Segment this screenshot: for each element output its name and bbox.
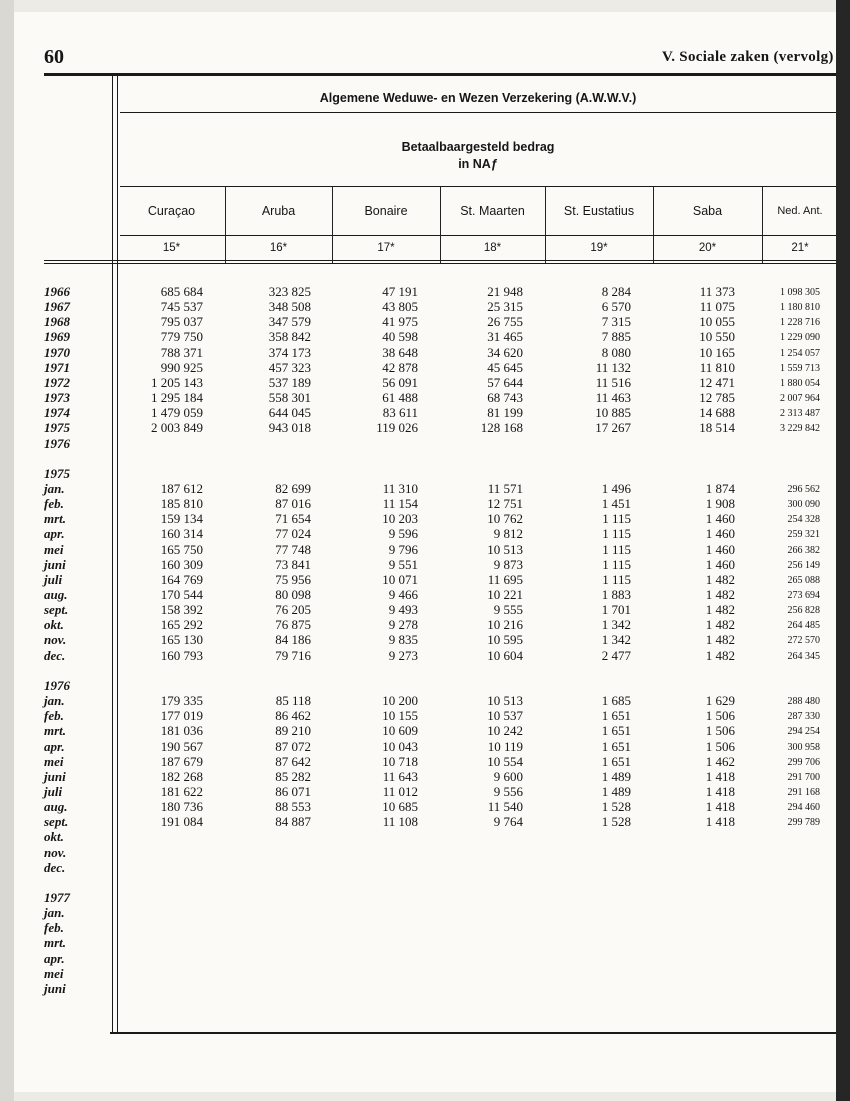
table-cell: 164 769 [160, 572, 203, 587]
table-cell: 86 071 [275, 784, 311, 799]
table-cell: 1 629 [705, 693, 735, 708]
table-cell: 1 295 184 [151, 390, 203, 405]
row-label: jan. [44, 481, 65, 496]
table-cell: 160 309 [160, 557, 203, 572]
row-label: mei [44, 754, 64, 769]
row-label: mei [44, 966, 64, 981]
table-cell: 11 108 [382, 814, 418, 829]
col-name-st-maarten: St. Maarten [460, 204, 525, 218]
col-name-bonaire: Bonaire [364, 204, 408, 218]
table-cell: 75 956 [275, 572, 311, 587]
row-label: nov. [44, 632, 67, 647]
table-cell: 2 007 964 [780, 393, 820, 404]
row-label: 1976 [44, 678, 70, 693]
table-cell: 10 718 [382, 754, 418, 769]
table-cell: 9 466 [388, 587, 418, 602]
table-cell: 83 611 [382, 405, 418, 420]
table-cell: 47 191 [382, 284, 418, 299]
table-cell: 10 216 [487, 617, 523, 632]
row-label: 1977 [44, 890, 70, 905]
table-cell: 9 600 [493, 769, 523, 784]
table-cell: 1 482 [705, 572, 735, 587]
table-cell: 57 644 [487, 375, 523, 390]
table-cell: 89 210 [275, 723, 311, 738]
table-cell: 8 080 [601, 345, 631, 360]
table-cell: 61 488 [382, 390, 418, 405]
table-cell: 10 595 [487, 632, 523, 647]
table-cell: 177 019 [160, 708, 203, 723]
table-cell: 537 189 [268, 375, 311, 390]
table-cell: 10 043 [382, 739, 418, 754]
table-cell: 2 003 849 [151, 420, 203, 435]
table-cell: 68 743 [487, 390, 523, 405]
table-cell: 10 071 [382, 572, 418, 587]
row-label: aug. [44, 587, 68, 602]
table-cell: 170 544 [160, 587, 203, 602]
table-cell: 119 026 [376, 420, 418, 435]
row-label: 1975 [44, 466, 70, 481]
row-label: jan. [44, 905, 65, 920]
table-cell: 9 551 [388, 557, 418, 572]
table-cell: 1 342 [601, 617, 631, 632]
table-cell: 1 482 [705, 648, 735, 663]
table-cell: 10 203 [382, 511, 418, 526]
table-cell: 9 556 [493, 784, 523, 799]
table-cell: 1 460 [705, 511, 735, 526]
table-cell: 6 570 [601, 299, 631, 314]
row-label: juni [44, 557, 66, 572]
table-cell: 12 751 [487, 496, 523, 511]
row-label: mei [44, 542, 64, 557]
row-label: okt. [44, 617, 64, 632]
col-num-21: 21* [791, 242, 809, 254]
row-label: nov. [44, 845, 67, 860]
table-cell: 291 700 [787, 772, 820, 783]
table-cell: 76 875 [275, 617, 311, 632]
row-label: juni [44, 769, 66, 784]
table-cell: 1 451 [601, 496, 631, 511]
table-cell: 1 651 [601, 754, 631, 769]
table-cell: 1 418 [705, 799, 735, 814]
table-cell: 11 310 [382, 481, 418, 496]
table-cell: 294 460 [787, 802, 820, 813]
table-cell: 10 055 [699, 314, 735, 329]
row-label: sept. [44, 814, 69, 829]
table-cell: 1 180 810 [780, 302, 820, 313]
row-label: dec. [44, 648, 66, 663]
col-name-aruba: Aruba [261, 204, 296, 218]
table-cell: 1 651 [601, 739, 631, 754]
table-cell: 11 810 [699, 360, 735, 375]
table-cell: 1 460 [705, 557, 735, 572]
table-cell: 300 958 [787, 742, 820, 753]
table-cell: 9 278 [388, 617, 418, 632]
table-cell: 25 315 [487, 299, 523, 314]
table-cell: 18 514 [699, 420, 735, 435]
table-cell: 9 596 [388, 526, 418, 541]
table-cell: 9 764 [493, 814, 523, 829]
table-cell: 12 471 [699, 375, 735, 390]
table-cell: 287 330 [787, 711, 820, 722]
table-cell: 323 825 [268, 284, 311, 299]
table-cell: 457 323 [268, 360, 311, 375]
page-left-margin [0, 0, 14, 1101]
table-cell: 17 267 [595, 420, 631, 435]
table-cell: 11 075 [699, 299, 735, 314]
table-cell: 10 155 [382, 708, 418, 723]
table-cell: 294 254 [787, 726, 820, 737]
row-label: apr. [44, 739, 65, 754]
table-cell: 558 301 [268, 390, 311, 405]
table-cell: 185 810 [160, 496, 203, 511]
table-cell: 1 418 [705, 784, 735, 799]
table-cell: 42 878 [382, 360, 418, 375]
row-label: mrt. [44, 511, 67, 526]
table-cell: 1 489 [601, 784, 631, 799]
table-cell: 10 762 [487, 511, 523, 526]
row-label: juli [44, 572, 63, 587]
table-cell: 11 540 [487, 799, 523, 814]
table-cell: 9 555 [493, 602, 523, 617]
table-cell: 11 154 [382, 496, 418, 511]
table-cell: 77 024 [275, 526, 311, 541]
table-cell: 11 373 [699, 284, 735, 299]
table-cell: 788 371 [160, 345, 203, 360]
table-cell: 1 115 [602, 511, 631, 526]
table-cell: 73 841 [275, 557, 311, 572]
table-cell: 79 716 [275, 648, 311, 663]
row-label: sept. [44, 602, 69, 617]
table-cell: 779 750 [160, 329, 203, 344]
table-subtitle-1: Betaalbaargesteld bedrag [401, 140, 555, 154]
table-cell: 795 037 [160, 314, 203, 329]
row-label: feb. [44, 920, 64, 935]
table-cell: 88 553 [275, 799, 311, 814]
table-cell: 1 098 305 [780, 287, 820, 298]
table-cell: 81 199 [487, 405, 523, 420]
table-subtitle-2: in NAƒ [458, 157, 498, 171]
row-label: okt. [44, 829, 64, 844]
table-cell: 1 506 [705, 708, 735, 723]
rule-under-colnames [120, 235, 836, 236]
table-cell: 1 908 [705, 496, 735, 511]
row-label: aug. [44, 799, 68, 814]
table-cell: 43 805 [382, 299, 418, 314]
table-cell: 86 462 [275, 708, 311, 723]
table-cell: 165 292 [160, 617, 203, 632]
table-cell: 9 273 [388, 648, 418, 663]
table-cell: 10 513 [487, 542, 523, 557]
col-name-saba: Saba [692, 204, 723, 218]
table-cell: 1 482 [705, 617, 735, 632]
table-cell: 1 883 [601, 587, 631, 602]
table-cell: 1 115 [602, 542, 631, 557]
table-cell: 9 796 [388, 542, 418, 557]
table-cell: 10 609 [382, 723, 418, 738]
table-cell: 1 479 059 [151, 405, 203, 420]
table-cell: 10 242 [487, 723, 523, 738]
table-cell: 254 328 [787, 514, 820, 525]
table-cell: 77 748 [275, 542, 311, 557]
table-cell: 10 554 [487, 754, 523, 769]
table-cell: 1 342 [601, 632, 631, 647]
table-cell: 10 513 [487, 693, 523, 708]
rule-under-subtitle [120, 186, 836, 187]
table-cell: 128 168 [480, 420, 523, 435]
table-cell: 11 516 [595, 375, 631, 390]
table-cell: 7 315 [601, 314, 631, 329]
table-cell: 26 755 [487, 314, 523, 329]
table-cell: 11 695 [487, 572, 523, 587]
table-cell: 1 651 [601, 723, 631, 738]
table-cell: 1 229 090 [780, 332, 820, 343]
row-label: 1967 [44, 299, 70, 314]
table-cell: 82 699 [275, 481, 311, 496]
col-name-st-eustatius: St. Eustatius [563, 204, 635, 218]
table-cell: 7 885 [601, 329, 631, 344]
col-name-ned-ant: Ned. Ant. [777, 205, 823, 217]
table-cell: 87 642 [275, 754, 311, 769]
table-cell: 165 130 [160, 632, 203, 647]
table-cell: 685 684 [160, 284, 203, 299]
row-label: 1968 [44, 314, 70, 329]
row-label: apr. [44, 951, 65, 966]
table-cell: 1 115 [602, 557, 631, 572]
table-cell: 10 221 [487, 587, 523, 602]
table-cell: 71 654 [275, 511, 311, 526]
table-cell: 1 559 713 [780, 363, 820, 374]
table-cell: 300 090 [787, 499, 820, 510]
table-cell: 180 736 [160, 799, 203, 814]
table-cell: 2 477 [601, 648, 631, 663]
row-label: 1974 [44, 405, 70, 420]
table-cell: 2 313 487 [780, 408, 820, 419]
table-cell: 11 463 [595, 390, 631, 405]
table-cell: 1 254 057 [780, 348, 820, 359]
col-num-16: 16* [269, 242, 288, 254]
table-cell: 10 885 [595, 405, 631, 420]
table-cell: 34 620 [487, 345, 523, 360]
row-label: dec. [44, 860, 66, 875]
table-cell: 191 084 [160, 814, 203, 829]
table-cell: 745 537 [160, 299, 203, 314]
table-cell: 265 088 [787, 575, 820, 586]
row-label: 1976 [44, 436, 70, 451]
table-cell: 56 091 [382, 375, 418, 390]
table-cell: 11 643 [382, 769, 418, 784]
table-cell: 1 651 [601, 708, 631, 723]
table-cell: 84 186 [275, 632, 311, 647]
table-title: Algemene Weduwe- en Wezen Verzekering (A.W.W.V.) [319, 91, 637, 105]
table-cell: 10 604 [487, 648, 523, 663]
table-cell: 10 165 [699, 345, 735, 360]
table-cell: 85 118 [275, 693, 311, 708]
bottom-rule [110, 1032, 836, 1034]
table-cell: 256 149 [787, 560, 820, 571]
row-label: apr. [44, 526, 65, 541]
table-cell: 1 874 [705, 481, 735, 496]
table-cell: 347 579 [268, 314, 311, 329]
row-label: jan. [44, 693, 65, 708]
row-label: 1971 [44, 360, 70, 375]
row-label: 1966 [44, 284, 70, 299]
table-cell: 158 392 [160, 602, 203, 617]
table-cell: 1 418 [705, 814, 735, 829]
table-cell: 1 489 [601, 769, 631, 784]
rule-under-title [120, 112, 836, 113]
table-cell: 1 115 [602, 526, 631, 541]
table-cell: 187 679 [160, 754, 203, 769]
top-rule [44, 73, 836, 76]
table-cell: 8 284 [601, 284, 631, 299]
table-cell: 40 598 [382, 329, 418, 344]
table-cell: 159 134 [160, 511, 203, 526]
table-cell: 9 873 [493, 557, 523, 572]
col-num-20: 20* [698, 242, 717, 254]
table-cell: 87 016 [275, 496, 311, 511]
table-cell: 9 835 [388, 632, 418, 647]
rule-under-colnums-2 [44, 263, 836, 264]
table-cell: 87 072 [275, 739, 311, 754]
col-num-18: 18* [483, 242, 502, 254]
table-cell: 160 314 [160, 526, 203, 541]
table-cell: 41 975 [382, 314, 418, 329]
row-label: 1970 [44, 345, 70, 360]
table-cell: 14 688 [699, 405, 735, 420]
table-cell: 943 018 [268, 420, 311, 435]
table-cell: 9 493 [388, 602, 418, 617]
table-cell: 1 462 [705, 754, 735, 769]
table-cell: 273 694 [787, 590, 820, 601]
table-cell: 182 268 [160, 769, 203, 784]
table-cell: 76 205 [275, 602, 311, 617]
table-cell: 45 645 [487, 360, 523, 375]
table-cell: 1 685 [601, 693, 631, 708]
table-cell: 1 115 [602, 572, 631, 587]
table-cell: 10 119 [487, 739, 523, 754]
running-header: V. Sociale zaken (vervolg) [662, 49, 834, 65]
table-cell: 10 537 [487, 708, 523, 723]
table-cell: 1 506 [705, 723, 735, 738]
table-cell: 1 496 [601, 481, 631, 496]
table-cell: 1 460 [705, 526, 735, 541]
table-cell: 1 701 [601, 602, 631, 617]
col-num-15: 15* [162, 242, 181, 254]
table-cell: 296 562 [787, 484, 820, 495]
page-number: 60 [44, 46, 64, 68]
table-cell: 1 418 [705, 769, 735, 784]
table-cell: 1 528 [601, 799, 631, 814]
table-cell: 1 482 [705, 587, 735, 602]
row-label: mrt. [44, 935, 67, 950]
table-cell: 10 550 [699, 329, 735, 344]
table-cell: 266 382 [787, 545, 820, 556]
table-cell: 259 321 [787, 529, 820, 540]
table-cell: 272 570 [787, 635, 820, 646]
table-cell: 21 948 [487, 284, 523, 299]
col-num-19: 19* [590, 242, 608, 254]
table-cell: 990 925 [160, 360, 203, 375]
table-cell: 31 465 [487, 329, 523, 344]
table-cell: 288 480 [787, 696, 820, 707]
table-cell: 1 460 [705, 542, 735, 557]
table-cell: 11 012 [382, 784, 418, 799]
table-cell: 38 648 [382, 345, 418, 360]
table-cell: 80 098 [275, 587, 311, 602]
table-cell: 11 132 [595, 360, 631, 375]
table-cell: 1 506 [705, 739, 735, 754]
table-cell: 1 528 [601, 814, 631, 829]
table-cell: 1 205 143 [151, 375, 203, 390]
table-cell: 9 812 [493, 526, 523, 541]
table-cell: 10 685 [382, 799, 418, 814]
row-label: juli [44, 784, 63, 799]
table-cell: 181 622 [160, 784, 203, 799]
row-label: mrt. [44, 723, 67, 738]
table-cell: 374 173 [268, 345, 311, 360]
table-cell: 84 887 [275, 814, 311, 829]
row-label: feb. [44, 708, 64, 723]
table-cell: 85 282 [275, 769, 311, 784]
table-cell: 299 706 [787, 757, 820, 768]
table-cell: 11 571 [487, 481, 523, 496]
table-cell: 160 793 [160, 648, 203, 663]
table-cell: 179 335 [160, 693, 203, 708]
row-label: feb. [44, 496, 64, 511]
table-cell: 3 229 842 [780, 423, 820, 434]
table-cell: 165 750 [160, 542, 203, 557]
col-num-17: 17* [377, 242, 395, 254]
table-cell: 181 036 [160, 723, 203, 738]
row-label: juni [44, 981, 66, 996]
table-cell: 1 880 054 [780, 378, 820, 389]
table-cell: 358 842 [268, 329, 311, 344]
row-label: 1972 [44, 375, 70, 390]
row-label: 1969 [44, 329, 70, 344]
table-cell: 291 168 [787, 787, 820, 798]
table-cell: 1 228 716 [780, 317, 820, 328]
table-cell: 299 789 [787, 817, 820, 828]
page-right-edge [836, 0, 850, 1101]
table-cell: 1 482 [705, 602, 735, 617]
table-cell: 1 482 [705, 632, 735, 647]
table-cell: 348 508 [268, 299, 311, 314]
table-cell: 190 567 [160, 739, 203, 754]
table-cell: 264 345 [787, 651, 820, 662]
table-cell: 12 785 [699, 390, 735, 405]
col-name-curacao: Curaçao [147, 204, 196, 218]
table-cell: 187 612 [160, 481, 203, 496]
table-cell: 264 485 [787, 620, 820, 631]
table-cell: 10 200 [382, 693, 418, 708]
row-label: 1973 [44, 390, 70, 405]
table-cell: 256 828 [787, 605, 820, 616]
table-cell: 644 045 [268, 405, 311, 420]
row-label: 1975 [44, 420, 70, 435]
